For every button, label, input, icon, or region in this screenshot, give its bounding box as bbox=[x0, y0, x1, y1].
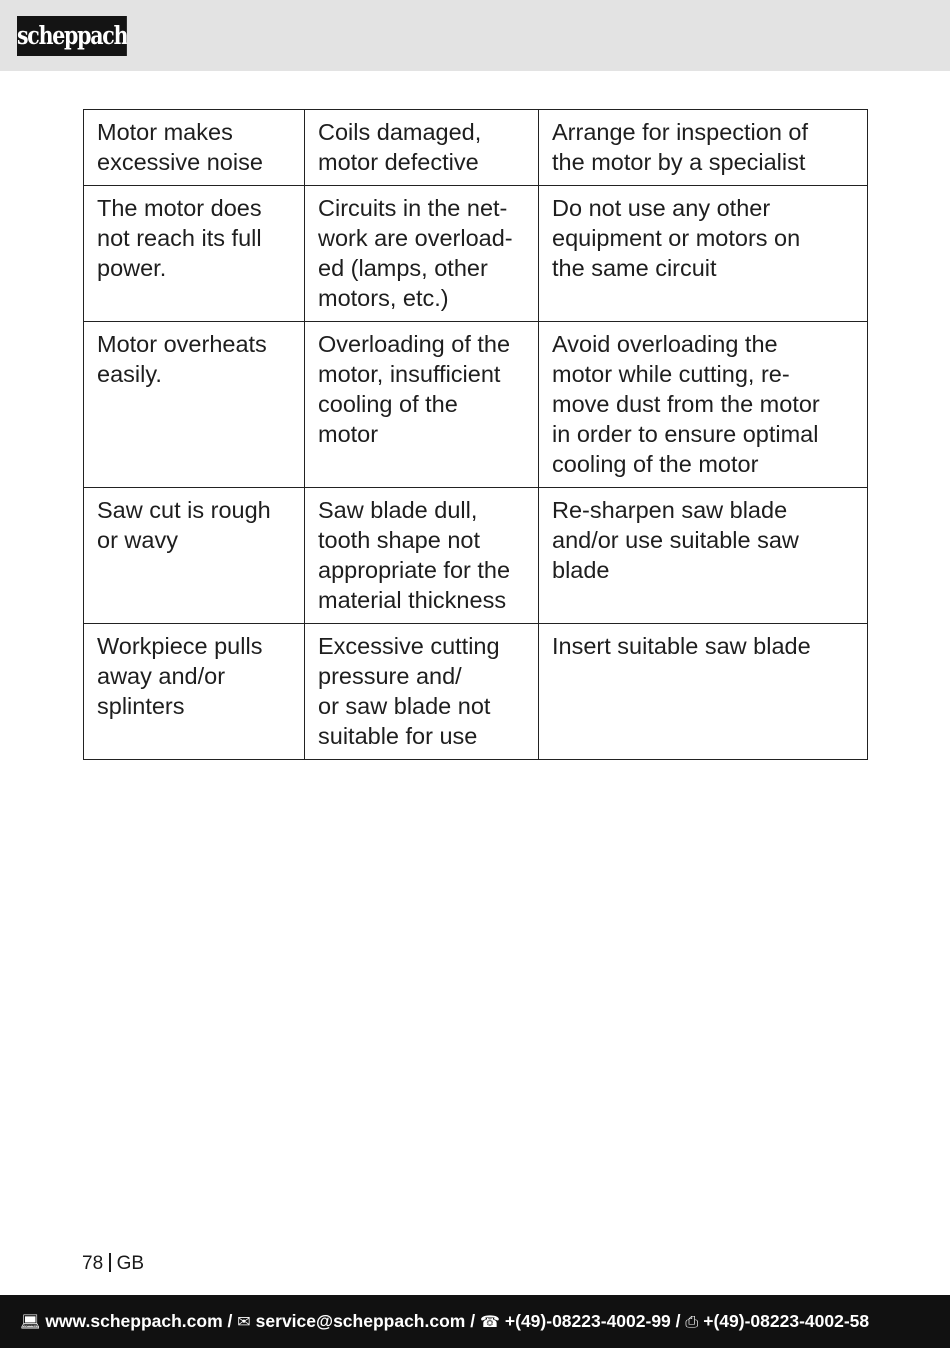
problem-cell: Motor overheats easily. bbox=[84, 322, 305, 488]
page-header bbox=[0, 0, 950, 71]
remedy-cell: Do not use any other equipment or motors on the same circuit bbox=[539, 186, 868, 322]
remedy-cell: Re-sharpen saw blade and/or use suitable saw blade bbox=[539, 488, 868, 624]
page-number bbox=[82, 1253, 144, 1275]
table-row bbox=[84, 488, 868, 624]
remedy-cell: Avoid overloading the motor while cutting, re- move dust from the motor in order to ensure optimal cooling of the motor bbox=[539, 322, 868, 488]
table-row bbox=[84, 110, 868, 186]
computer-icon: 💻︎ bbox=[20, 1314, 41, 1331]
remedy-cell: Arrange for inspection of the motor by a specialist bbox=[539, 110, 868, 186]
cause-cell: Saw blade dull, tooth shape not appropriate for the material thickness bbox=[305, 488, 539, 624]
page-number-value: 78 bbox=[82, 1253, 104, 1274]
footer-separator: / bbox=[675, 1311, 681, 1331]
remedy-cell: Insert suitable saw blade bbox=[539, 624, 868, 760]
table-row bbox=[84, 186, 868, 322]
table-row bbox=[84, 322, 868, 488]
problem-cell: Saw cut is rough or wavy bbox=[84, 488, 305, 624]
problem-cell: Motor makes excessive noise bbox=[84, 110, 305, 186]
cause-cell: Circuits in the net- work are overload- ed (lamps, other motors, etc.) bbox=[305, 186, 539, 322]
envelope-icon: ✉︎ bbox=[237, 1314, 251, 1331]
cause-cell: Excessive cutting pressure and/ or saw blade not suitable for use bbox=[305, 624, 539, 760]
fax-number: +(49)-08223-4002-58 bbox=[703, 1311, 870, 1331]
contact-footer bbox=[0, 1295, 950, 1348]
page-number-divider bbox=[109, 1253, 111, 1272]
cause-cell: Coils damaged, motor defective bbox=[305, 110, 539, 186]
footer-separator: / bbox=[227, 1311, 233, 1331]
page-language: GB bbox=[116, 1253, 145, 1274]
telephone-icon: ☎︎ bbox=[479, 1314, 500, 1331]
footer-separator: / bbox=[470, 1311, 476, 1331]
email-link[interactable]: service@scheppach.com bbox=[255, 1311, 466, 1331]
fax-icon: ⎙ bbox=[685, 1314, 699, 1331]
problem-cell: The motor does not reach its full power. bbox=[84, 186, 305, 322]
cause-cell: Overloading of the motor, insufficient cooling of the motor bbox=[305, 322, 539, 488]
scheppach-logo: scheppach bbox=[17, 16, 127, 56]
phone-number: +(49)-08223-4002-99 bbox=[504, 1311, 671, 1331]
problem-cell: Workpiece pulls away and/or splinters bbox=[84, 624, 305, 760]
table-row bbox=[84, 624, 868, 760]
website-link[interactable]: www.scheppach.com bbox=[45, 1311, 223, 1331]
troubleshooting-table bbox=[83, 109, 868, 760]
